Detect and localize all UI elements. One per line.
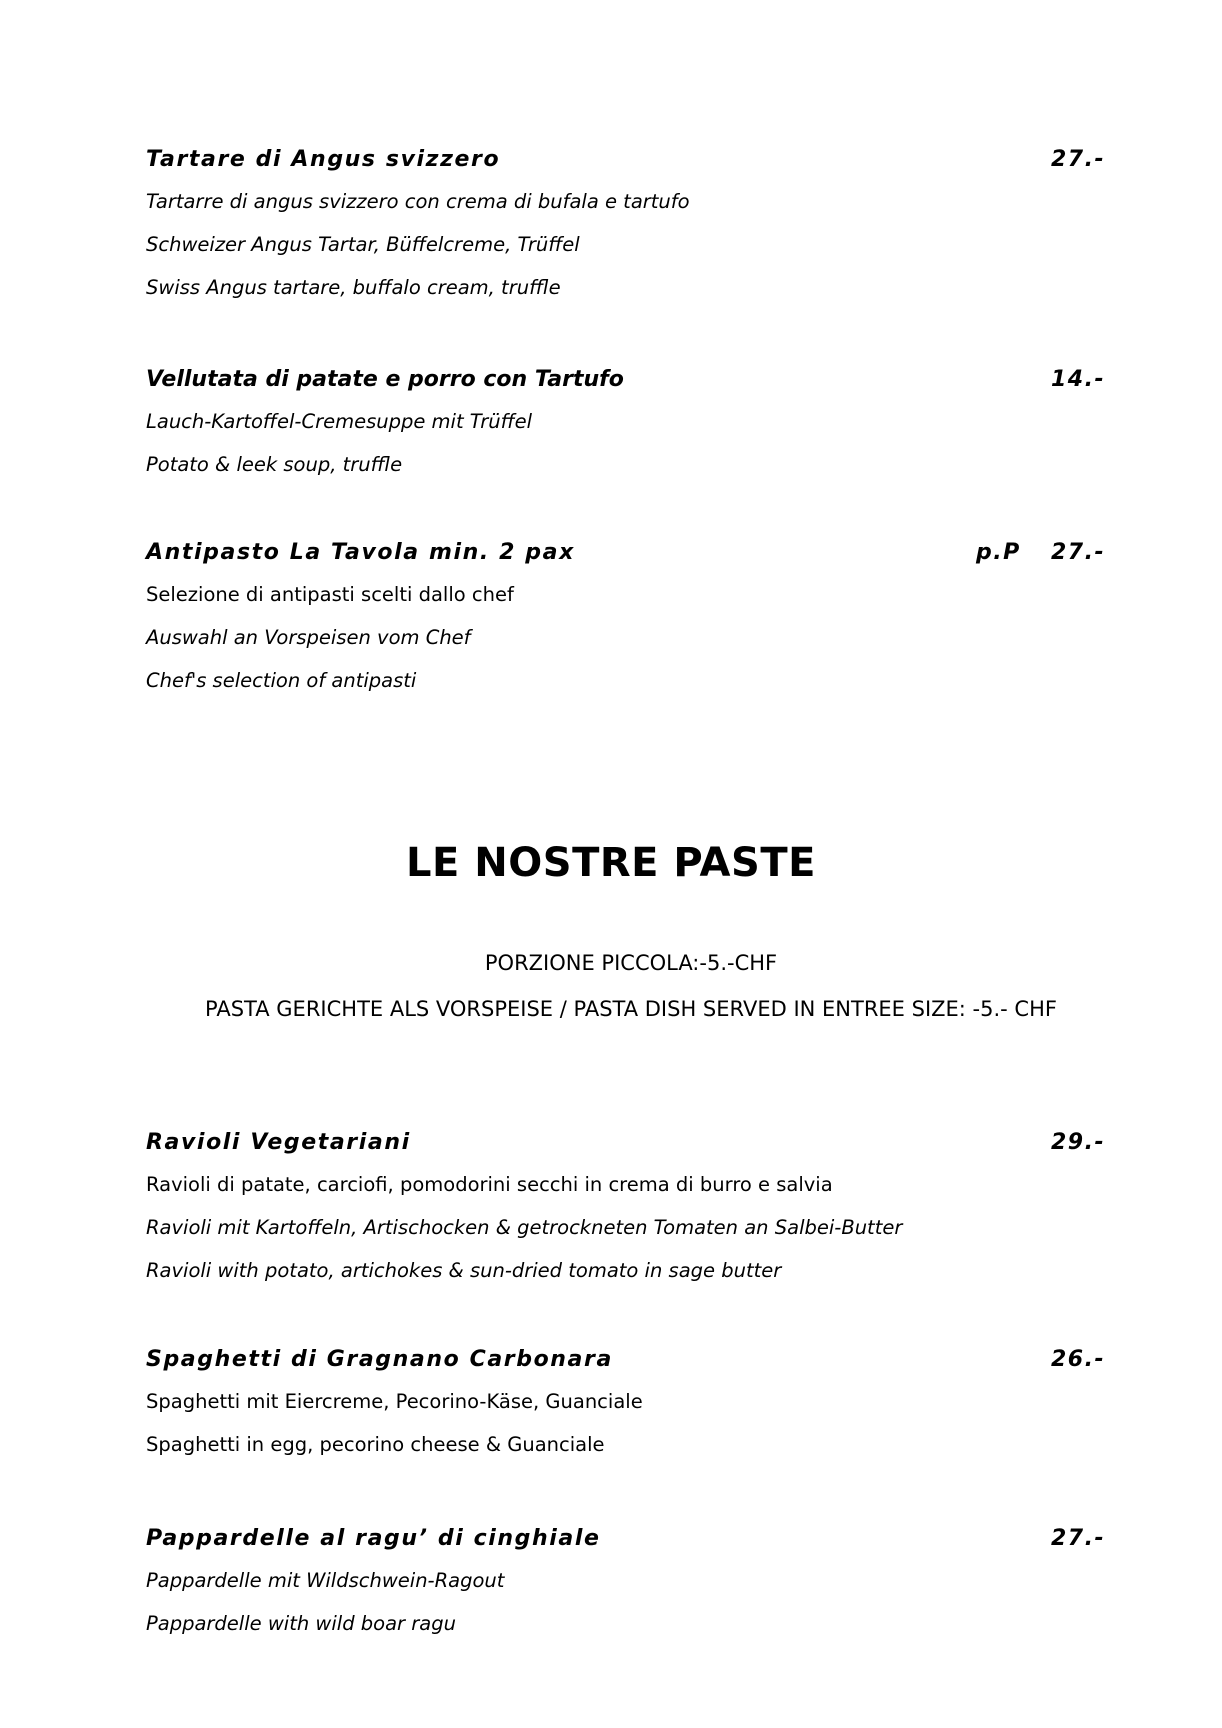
menu-item-ravioli <box>146 1128 1106 1283</box>
menu-item-vellutata <box>146 365 1106 477</box>
menu-item-description-de: Schweizer Angus Tartar, Büffelcreme, Trüffel <box>146 233 580 256</box>
menu-item-description-de: Ravioli mit Kartoffeln, Artischocken & getrockneten Tomaten an Salbei-Butter <box>146 1216 903 1239</box>
menu-item-price: 29.- <box>1051 1130 1106 1155</box>
menu-item-description-en: Spaghetti in egg, pecorino cheese & Guanciale <box>146 1433 605 1456</box>
menu-item-price: 14.- <box>1051 367 1106 392</box>
menu-item-name: Pappardelle al ragu’ di cinghiale <box>146 1526 601 1551</box>
menu-item-description-en: Pappardelle with wild boar ragu <box>146 1612 456 1635</box>
menu-item-price: 27.- <box>1051 1526 1106 1551</box>
menu-item-name: Antipasto La Tavola min. 2 pax <box>146 540 575 565</box>
menu-item-description-it: Ravioli di patate, carciofi, pomodorini secchi in crema di burro e salvia <box>146 1173 833 1196</box>
menu-item-description-en: Swiss Angus tartare, buffalo cream, truffle <box>146 276 561 299</box>
menu-item-carbonara <box>146 1345 1106 1457</box>
menu-item-description-en: Potato & leek soup, truffle <box>146 453 403 476</box>
menu-item-name: Ravioli Vegetariani <box>146 1130 411 1155</box>
menu-item-description-de: Lauch-Kartoffel-Cremesuppe mit Trüffel <box>146 410 533 433</box>
menu-item-description-it: Selezione di antipasti scelti dallo chef <box>146 583 514 606</box>
menu-item-pappardelle <box>146 1524 1106 1636</box>
menu-item-tartare <box>146 145 1106 300</box>
menu-item-header <box>146 145 1106 175</box>
menu-item-description-de: Auswahl an Vorspeisen vom Chef <box>146 626 471 649</box>
entree-size-note: PASTA GERICHTE ALS VORSPEISE / PASTA DISH SERVED IN ENTREE SIZE: -5.- CHF <box>205 997 1057 1021</box>
menu-item-price: 27.- <box>1051 147 1106 172</box>
menu-item-description-de: Spaghetti mit Eiercreme, Pecorino-Käse, Guanciale <box>146 1390 643 1413</box>
menu-item-header <box>146 1128 1106 1158</box>
menu-item-price: 27.- <box>1051 540 1106 565</box>
menu-item-description-de: Pappardelle mit Wildschwein-Ragout <box>146 1569 505 1592</box>
menu-item-description-it: Tartarre di angus svizzero con crema di bufala e tartufo <box>146 190 690 213</box>
section-title: LE NOSTRE PASTE <box>406 840 816 886</box>
menu-item-name: Tartare di Angus svizzero <box>146 147 501 172</box>
menu-item-antipasto <box>146 538 1106 693</box>
menu-item-name: Vellutata di patate e porro con Tartufo <box>146 367 624 392</box>
menu-item-description-en: Chef's selection of antipasti <box>146 669 417 692</box>
menu-item-description-en: Ravioli with potato, artichokes & sun-dried tomato in sage butter <box>146 1259 782 1282</box>
menu-item-unit: p.P <box>976 540 1021 565</box>
menu-item-price: 26.- <box>1051 1347 1106 1372</box>
menu-item-name: Spaghetti di Gragnano Carbonara <box>146 1347 613 1372</box>
menu-item-header <box>146 365 1106 395</box>
portion-note: PORZIONE PICCOLA:-5.-CHF <box>484 951 778 975</box>
menu-item-header <box>146 538 1106 568</box>
menu-item-header <box>146 1345 1106 1375</box>
menu-item-header <box>146 1524 1106 1554</box>
